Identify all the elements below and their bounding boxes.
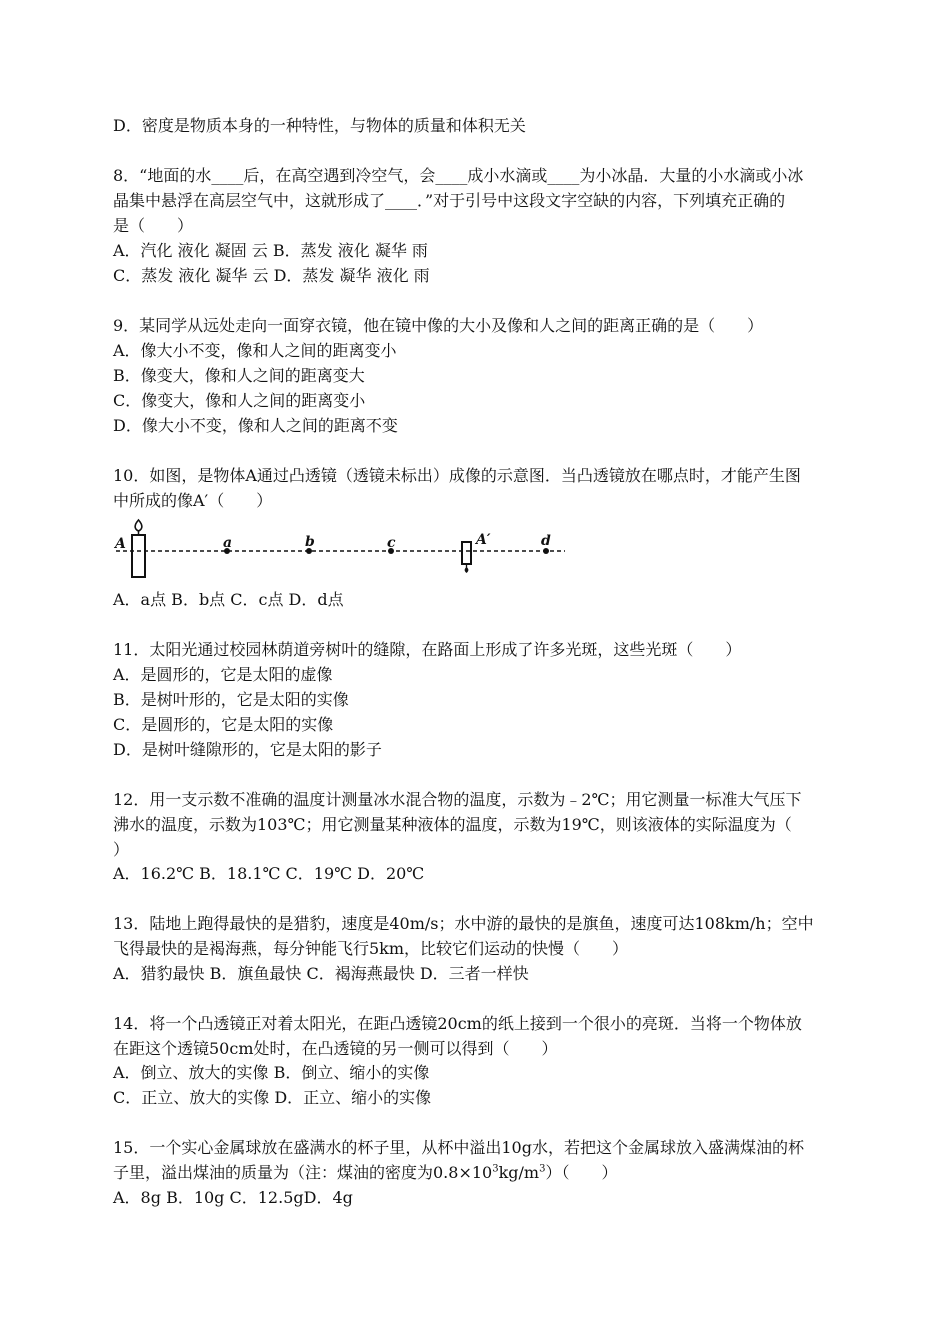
q9-stem: 9．某同学从远处走向一面穿衣镜，他在镜中像的大小及像和人之间的距离正确的是（ ） [113, 316, 764, 335]
q14-stem-line-1: 14．将一个凸透镜正对着太阳光，在距凸透镜20cm的纸上接到一个很小的亮斑．当将一个物体放 [113, 1014, 802, 1033]
q15-stem-line-2 [113, 1163, 840, 1183]
q7-option-d: D．密度是物质本身的一种特性，与物体的质量和体积无关 [113, 116, 526, 135]
q12-options: A．16.2℃ B．18.1℃ C．19℃ D．20℃ [113, 864, 425, 883]
object-label: A [115, 536, 126, 552]
point-b-label: b [305, 534, 315, 550]
q11-option-a: A．是圆形的，它是太阳的虚像 [113, 665, 333, 684]
point-a-label: a [223, 535, 233, 551]
q15-stem-pre: 子里，溢出煤油的质量为（注：煤油的密度为0.8×10 [113, 1163, 493, 1182]
q11-option-d: D．是树叶缝隙形的，它是太阳的影子 [113, 740, 382, 759]
image-label: A′ [476, 532, 491, 548]
point-c-label: c [387, 535, 396, 551]
q11-option-c: C．是圆形的，它是太阳的实像 [113, 715, 334, 734]
point-d-label: d [541, 533, 551, 549]
q9-option-a: A．像大小不变，像和人之间的距离变小 [113, 341, 397, 360]
q11-stem: 11．太阳光通过校园林荫道旁树叶的缝隙，在路面上形成了许多光斑，这些光斑（ ） [113, 640, 742, 659]
q12-stem-line-1: 12．用一支示数不准确的温度计测量冰水混合物的温度，示数为﹣2℃；用它测量一标准大气压下 [113, 790, 802, 809]
q14-options-ab: A．倒立、放大的实像 B．倒立、缩小的实像 [113, 1063, 430, 1082]
q8-stem-line-1: 8．“地面的水____后，在高空遇到冷空气，会____成小水滴或____为小冰晶．大量的小水滴或小冰 [113, 166, 804, 185]
q10-stem-line-2: 中所成的像A′（ ） [113, 491, 273, 510]
q12-stem-line-2: 沸水的温度，示数为103℃；用它测量某种液体的温度，示数为19℃，则该液体的实际温度为（ [113, 815, 792, 834]
q9-option-c: C．像变大，像和人之间的距离变小 [113, 391, 366, 410]
q8-options-ab: A．汽化 液化 凝固 云 B．蒸发 液化 凝华 雨 [113, 241, 428, 260]
q15-stem-unit: kg/m [498, 1163, 540, 1182]
q8-options-cd: C．蒸发 液化 凝华 云 D．蒸发 凝华 液化 雨 [113, 266, 430, 285]
candle-object-icon [132, 520, 145, 577]
q9-option-d: D．像大小不变，像和人之间的距离不变 [113, 416, 398, 435]
q10-options: A．a点 B．b点 C．c点 D．d点 [113, 590, 344, 609]
q12-stem-line-3: ） [113, 840, 130, 859]
q13-stem-line-2: 飞得最快的是褐海燕，每分钟能飞行5km，比较它们运动的快慢（ ） [113, 939, 629, 958]
lens-diagram [110, 516, 570, 586]
q15-stem-line-1: 15．一个实心金属球放在盛满水的杯子里，从杯中溢出10g水，若把这个金属球放入盛满煤油的杯 [113, 1138, 804, 1157]
q13-options: A．猎豹最快 B．旗鱼最快 C．褐海燕最快 D．三者一样快 [113, 964, 529, 983]
q15-exponent-2: 3 [539, 1163, 546, 1175]
q14-options-cd: C．正立、放大的实像 D．正立、缩小的实像 [113, 1088, 432, 1107]
q14-stem-line-2: 在距这个透镜50cm处时，在凸透镜的另一侧可以得到（ ） [113, 1039, 558, 1058]
q8-stem-line-3: 是（ ） [113, 216, 194, 235]
q11-option-b: B．是树叶形的，它是太阳的实像 [113, 690, 349, 709]
candle-image-icon [462, 542, 471, 573]
q9-option-b: B．像变大，像和人之间的距离变大 [113, 366, 365, 385]
q8-stem-line-2: 晶集中悬浮在高层空气中，这就形成了____．”对于引号中这段文字空缺的内容，下列填充正确的 [113, 191, 786, 210]
q15-options: A．8g B．10g C．12.5gD．4g [113, 1188, 353, 1207]
q15-stem-post: ）（ ） [545, 1163, 618, 1182]
q15-exponent-1: 3 [492, 1163, 499, 1175]
q10-stem-line-1: 10．如图，是物体A通过凸透镜（透镜未标出）成像的示意图．当凸透镜放在哪点时，才能产生图 [113, 466, 801, 485]
q13-stem-line-1: 13．陆地上跑得最快的是猎豹，速度是40m/s；水中游的最快的是旗鱼，速度可达108km/h；空中 [113, 914, 814, 933]
